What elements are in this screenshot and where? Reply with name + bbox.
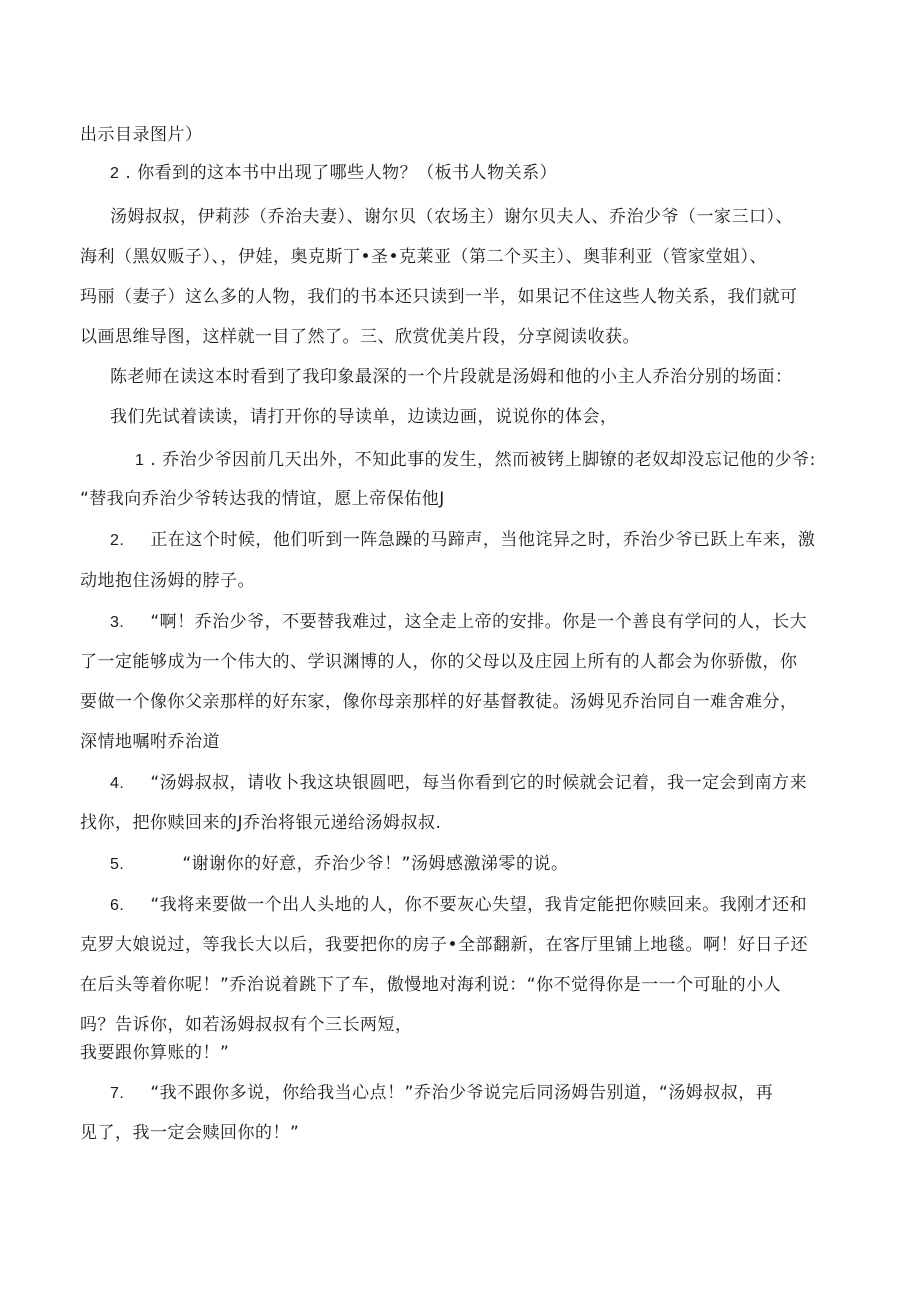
text-content: . 你看到的这本书中出现了哪些人物？（板书人物关系） bbox=[125, 163, 558, 183]
text-line bbox=[80, 489, 445, 509]
list-item-2 bbox=[110, 530, 815, 551]
text-content: 汤姆叔叔，伊莉莎（乔治夫妻）、谢尔贝（农场主）谢尔贝夫人、乔治少爷（一家三口）、 bbox=[110, 207, 793, 227]
text-line bbox=[80, 1015, 413, 1035]
text-line bbox=[80, 935, 808, 955]
text-content: “我将来要做一个出人头地的人，你不要灰心失望，我肯定能把你赎回来。我刚才还和 bbox=[150, 895, 808, 915]
text-content: 克罗大娘说过，等我长大以后，我要把你的房子•全部翻新，在客厅里铺上地毯。啊！好日子还 bbox=[80, 935, 809, 955]
text-content: 在后头等着你呢！”乔治说着跳下了车，傲慢地对海利说：“你不觉得你是一一个可耻的小人 bbox=[80, 975, 782, 995]
list-item-1 bbox=[135, 450, 816, 471]
list-number: 3. bbox=[110, 614, 125, 631]
list-number: 2. bbox=[110, 532, 125, 549]
text-content: 深情地嘱咐乔治道 bbox=[80, 732, 220, 752]
text-line bbox=[80, 732, 220, 752]
text-line bbox=[80, 652, 798, 672]
text-line bbox=[80, 125, 203, 145]
text-content: 正在这个时候，他们听到一阵急躁的马蹄声，当他诧异之时，乔治少爷已跃上车来，激 bbox=[150, 530, 816, 550]
text-line bbox=[80, 1043, 229, 1063]
list-item-5 bbox=[110, 854, 568, 875]
text-content: “我不跟你多说，你给我当心点！”乔治少爷说完后同汤姆告别道，“汤姆叔叔，再 bbox=[150, 1083, 774, 1103]
list-number: 4. bbox=[110, 775, 125, 792]
list-item-4 bbox=[110, 773, 807, 794]
text-content: 陈老师在读这本时看到了我印象最深的一个片段就是汤姆和他的小主人乔治分别的场面： bbox=[110, 367, 793, 387]
text-content: 我们先试着读读，请打开你的导读单，边读边画，说说你的体会， bbox=[110, 407, 618, 427]
text-line bbox=[80, 813, 441, 833]
text-content: 我要跟你算账的！” bbox=[80, 1043, 230, 1063]
list-number: 2 bbox=[110, 165, 120, 182]
text-line bbox=[80, 327, 640, 347]
text-line bbox=[80, 287, 798, 307]
text-line bbox=[80, 692, 798, 712]
text-line bbox=[80, 247, 767, 267]
text-content: “汤姆叔叔，请收卜我这块银圆吧，每当你看到它的时候就会记着，我一定会到南方来 bbox=[150, 773, 808, 793]
text-content: “替我向乔治少爷转达我的情谊，愿上帝保佑他J bbox=[80, 489, 445, 509]
text-line bbox=[80, 975, 781, 995]
text-content: “谢谢你的好意，乔治少爷！”汤姆感激涕零的说。 bbox=[182, 854, 569, 874]
text-content: “啊！乔治少爷，不要替我难过，这全走上帝的安排。你是一个善良有学问的人，长大 bbox=[150, 612, 808, 632]
list-item-7 bbox=[110, 1083, 773, 1104]
list-item-3 bbox=[110, 612, 807, 633]
text-content: 找你，把你赎回来的J乔治将银元递给汤姆叔叔. bbox=[80, 813, 442, 833]
text-content: 动地抱住汤姆的脖子。 bbox=[80, 571, 255, 591]
text-line bbox=[110, 207, 793, 227]
text-content: 见了，我一定会赎回你的！” bbox=[80, 1123, 300, 1143]
text-content: 要做一个像你父亲那样的好东家，像你母亲那样的好基督教徒。汤姆见乔治同自一难舍难分， bbox=[80, 692, 798, 712]
text-line bbox=[80, 1123, 299, 1143]
text-content: 了一定能够成为一个伟大的、学识渊博的人，你的父母以及庄园上所有的人都会为你骄傲，你 bbox=[80, 652, 798, 672]
text-line bbox=[110, 407, 618, 427]
list-number: 7. bbox=[110, 1085, 125, 1102]
text-content: 吗？告诉你，如若汤姆叔叔有个三长两短， bbox=[80, 1015, 413, 1035]
text-content: 出示目录图片） bbox=[80, 125, 203, 145]
text-line bbox=[110, 367, 793, 387]
list-item-6 bbox=[110, 895, 807, 916]
list-item-2-heading bbox=[110, 163, 557, 184]
list-number: 1 bbox=[135, 452, 145, 469]
text-content: 以画思维导图，这样就一目了然了。三、欣赏优美片段，分享阅读收获。 bbox=[80, 327, 640, 347]
text-content: 海利（黑奴贩子）、，伊娃，奥克斯丁•圣•克莱亚（第二个买主）、奥菲利亚（管家堂姐）、 bbox=[80, 247, 768, 267]
list-number: 5. bbox=[110, 856, 125, 873]
list-number: 6. bbox=[110, 897, 125, 914]
text-content: . 乔治少爷因前几天出外，不知此事的发生，然而被铐上脚镣的老奴却没忘记他的少爷: bbox=[150, 450, 816, 470]
text-content: 玛丽（妻子）这么多的人物，我们的书本还只读到一半，如果记不住这些人物关系，我们就可 bbox=[80, 287, 798, 307]
text-line bbox=[80, 571, 255, 591]
